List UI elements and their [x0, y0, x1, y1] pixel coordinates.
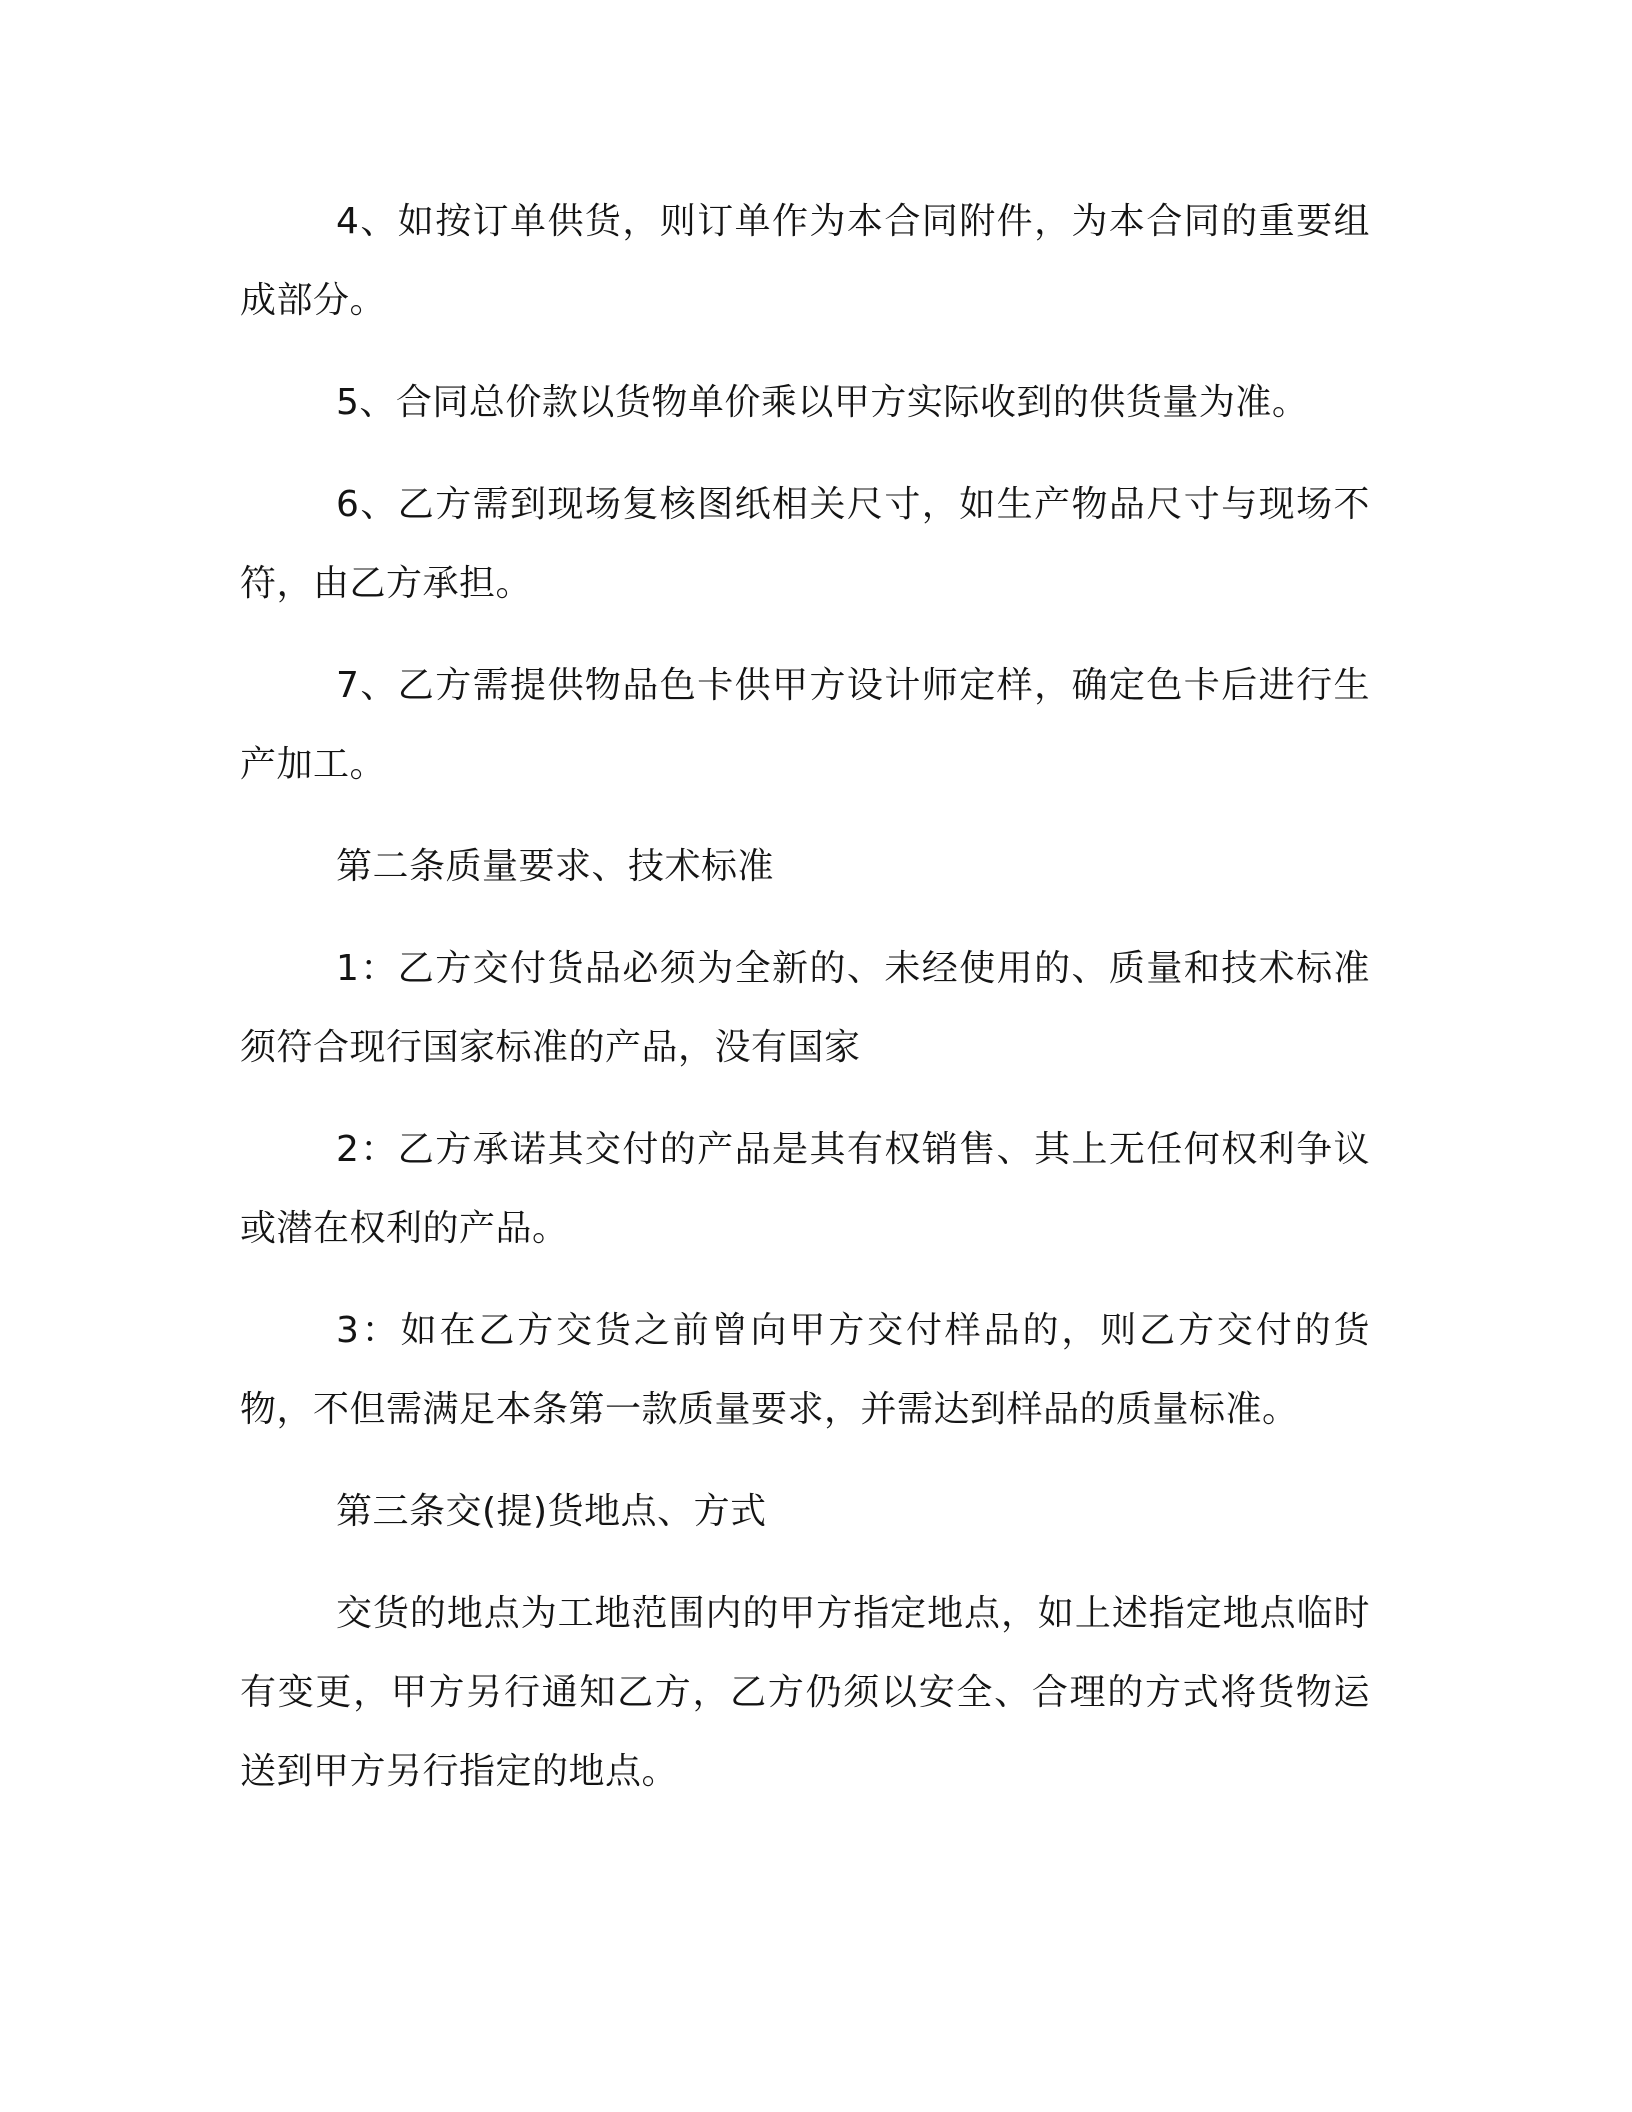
clause-7-color-card: 7、乙方需提供物品色卡供甲方设计师定样，确定色卡后进行生产加工。	[240, 665, 1370, 785]
quality-item-1: 1：乙方交付货品必须为全新的、未经使用的、质量和技术标准须符合现行国家标准的产品，没有国家	[240, 948, 1370, 1068]
quality-item-2: 2：乙方承诺其交付的产品是其有权销售、其上无任何权利争议或潜在权利的产品。	[240, 1129, 1370, 1249]
clause-4-order-supply: 4、如按订单供货，则订单作为本合同附件，为本合同的重要组成部分。	[240, 201, 1370, 321]
clause-5-total-price: 5、合同总价款以货物单价乘以甲方实际收到的供货量为准。	[336, 382, 1309, 423]
delivery-location-paragraph: 交货的地点为工地范围内的甲方指定地点，如上述指定地点临时有变更，甲方另行通知乙方，乙方仍须以安全、合理的方式将货物运送到甲方另行指定的地点。	[240, 1593, 1370, 1792]
section-2-heading: 第二条质量要求、技术标准	[336, 846, 775, 887]
clause-6-size-check: 6、乙方需到现场复核图纸相关尺寸，如生产物品尺寸与现场不符，由乙方承担。	[240, 484, 1370, 604]
document-body	[240, 182, 1370, 1834]
section-3-heading: 第三条交(提)货地点、方式	[336, 1491, 767, 1532]
quality-item-3: 3：如在乙方交货之前曾向甲方交付样品的，则乙方交付的货物，不但需满足本条第一款质量要求，并需达到样品的质量标准。	[240, 1310, 1370, 1430]
